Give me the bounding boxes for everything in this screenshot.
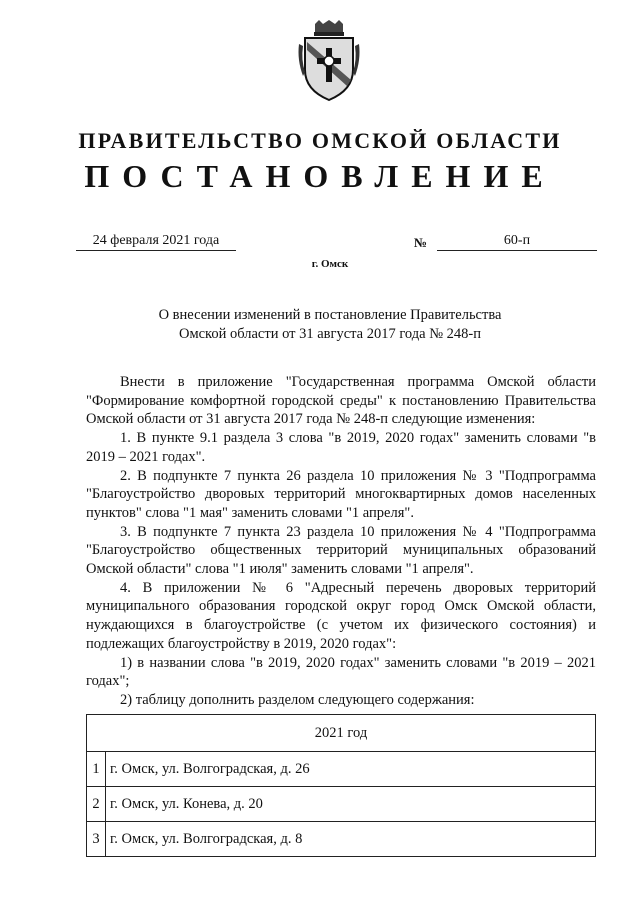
document-number: 60-п: [437, 233, 597, 251]
body-paragraph: 3. В подпункте 7 пункта 23 раздела 10 приложения № 4 "Подпрограмма "Благоустройство общественных территорий муниципальных образований Омской области" слова "1 июля" заменить словами "1 апреля".: [86, 523, 596, 578]
body-paragraph: 2. В подпункте 7 пункта 26 раздела 10 приложения № 3 "Подпрограмма "Благоустройство дворовых территорий многоквартирных домов населенных пунктов" слова "1 мая" заменить словами "1 апреля".: [86, 467, 596, 521]
government-title: ПРАВИТЕЛЬСТВО ОМСКОЙ ОБЛАСТИ: [78, 128, 562, 153]
body-paragraph: 4. В приложении № 6 "Адресный перечень дворовых территорий муниципального образования городской округ город Омск Омской области, нуждающихся в благоустройстве (с учетом их физического состояния) и подлежащих благоустройству в 2019, 2020 годах":: [86, 579, 596, 652]
row-number: 2: [87, 787, 106, 822]
row-address: г. Омск, ул. Конева, д. 20: [106, 787, 596, 822]
number-label: №: [414, 235, 428, 250]
table-header-year: 2021 год: [87, 715, 596, 752]
body-paragraph: 1. В пункте 9.1 раздела 3 слова "в 2019, 2020 годах" заменить словами "в 2019 – 2021 годах".: [86, 430, 596, 465]
document-type-title: ПОСТАНОВЛЕНИЕ: [84, 158, 556, 194]
body-paragraph: Внести в приложение "Государственная программа Омской области "Формирование комфортной городской среды" к постановлению Правительства Омской области от 31 августа 2017 года № 248-п следующие изменения:: [86, 374, 596, 428]
document-subject: [120, 306, 540, 344]
document-body: [86, 373, 596, 710]
document-date: 24 февраля 2021 года: [76, 233, 236, 251]
address-table: [86, 714, 596, 857]
row-number: 3: [87, 822, 106, 857]
row-address: г. Омск, ул. Волгоградская, д. 8: [106, 822, 596, 857]
table-row: [87, 752, 596, 787]
subject-line: Омской области от 31 августа 2017 года № 248-п: [178, 326, 482, 342]
row-address: г. Омск, ул. Волгоградская, д. 26: [106, 752, 596, 787]
table-row: [87, 787, 596, 822]
subject-line: О внесении изменений в постановление Правительства: [158, 307, 502, 323]
coat-of-arms-icon: [297, 20, 361, 102]
table-header-row: [87, 715, 596, 752]
table-row: [87, 822, 596, 857]
city-label: г. Омск: [311, 258, 349, 270]
body-paragraph: 1) в названии слова "в 2019, 2020 годах" заменить словами "в 2019 – 2021 годах";: [86, 654, 596, 690]
row-number: 1: [87, 752, 106, 787]
body-paragraph: 2) таблицу дополнить разделом следующего содержания:: [120, 691, 475, 708]
